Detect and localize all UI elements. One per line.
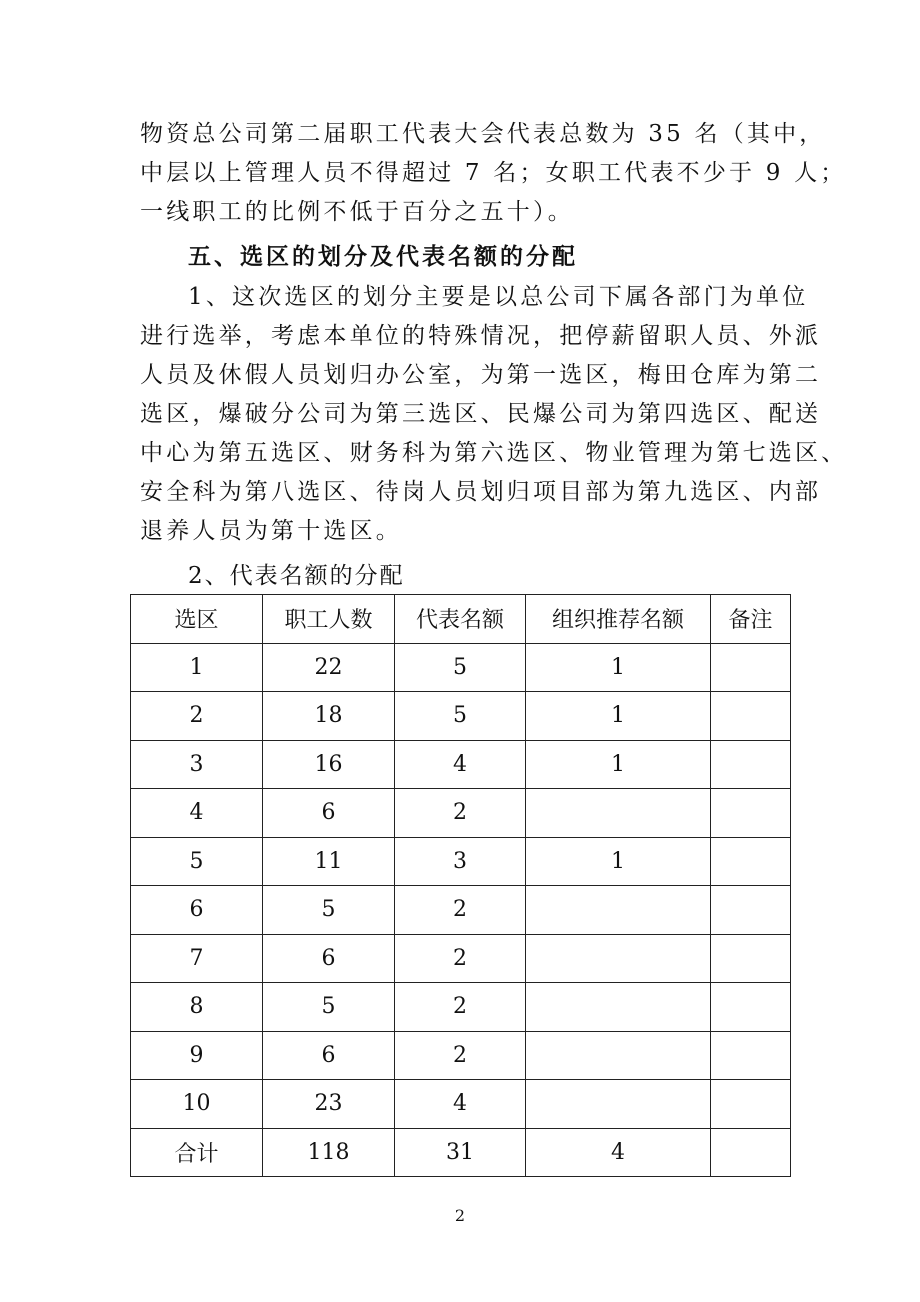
remarks-cell <box>711 983 791 1032</box>
header-delegate-quota: 代表名额 <box>395 595 526 644</box>
recommended-quota-cell: 1 <box>526 740 711 789</box>
remarks-cell <box>711 837 791 886</box>
remarks-cell <box>711 692 791 741</box>
text-line: 人员及休假人员划归办公室，为第一选区，梅田仓库为第二 <box>140 362 822 388</box>
district-cell: 10 <box>131 1080 263 1129</box>
staff-count-cell: 6 <box>263 1031 395 1080</box>
district-cell: 6 <box>131 886 263 935</box>
text-line: 物资总公司第二届职工代表大会代表总数为 35 名（其中， <box>140 121 826 147</box>
district-cell: 2 <box>131 692 263 741</box>
staff-count-cell: 22 <box>263 643 395 692</box>
table-row <box>131 1080 791 1129</box>
district-cell: 3 <box>131 740 263 789</box>
table-row <box>131 837 791 886</box>
staff-count-cell: 18 <box>263 692 395 741</box>
text-line: 中心为第五选区、财务科为第六选区、物业管理为第七选区、 <box>140 440 848 466</box>
delegate-quota-cell: 2 <box>395 886 526 935</box>
total-remarks <box>711 1128 791 1177</box>
remarks-cell <box>711 740 791 789</box>
table-row <box>131 740 791 789</box>
district-cell: 9 <box>131 1031 263 1080</box>
recommended-quota-cell <box>526 934 711 983</box>
staff-count-cell: 6 <box>263 789 395 838</box>
delegate-quota-cell: 5 <box>395 643 526 692</box>
header-staff-count: 职工人数 <box>263 595 395 644</box>
header-remarks: 备注 <box>711 595 791 644</box>
district-cell: 4 <box>131 789 263 838</box>
recommended-quota-cell: 1 <box>526 837 711 886</box>
delegate-quota-cell: 2 <box>395 983 526 1032</box>
staff-count-cell: 5 <box>263 886 395 935</box>
staff-count-cell: 5 <box>263 983 395 1032</box>
table-total-row <box>131 1128 791 1177</box>
remarks-cell <box>711 1031 791 1080</box>
text-line: 中层以上管理人员不得超过 7 名；女职工代表不少于 9 人； <box>140 160 847 186</box>
text-line: 选区，爆破分公司为第三选区、民爆公司为第四选区、配送 <box>140 401 822 427</box>
delegate-quota-cell: 4 <box>395 740 526 789</box>
header-district: 选区 <box>131 595 263 644</box>
delegate-quota-cell: 2 <box>395 934 526 983</box>
recommended-quota-cell <box>526 1031 711 1080</box>
delegate-quota-cell: 3 <box>395 837 526 886</box>
staff-count-cell: 11 <box>263 837 395 886</box>
total-delegates: 31 <box>395 1128 526 1177</box>
total-staff: 118 <box>263 1128 395 1177</box>
table-row <box>131 692 791 741</box>
table-row <box>131 789 791 838</box>
header-recommended-quota: 组织推荐名额 <box>526 595 711 644</box>
district-cell: 8 <box>131 983 263 1032</box>
table-row <box>131 886 791 935</box>
text-line: 安全科为第八选区、待岗人员划归项目部为第九选区、内部 <box>140 479 822 505</box>
table-row <box>131 1031 791 1080</box>
recommended-quota-cell <box>526 789 711 838</box>
recommended-quota-cell <box>526 886 711 935</box>
table-subheading: 2、代表名额的分配 <box>188 563 405 589</box>
recommended-quota-cell <box>526 983 711 1032</box>
district-cell: 1 <box>131 643 263 692</box>
remarks-cell <box>711 934 791 983</box>
table-row <box>131 643 791 692</box>
remarks-cell <box>711 643 791 692</box>
staff-count-cell: 23 <box>263 1080 395 1129</box>
staff-count-cell: 6 <box>263 934 395 983</box>
table-row <box>131 934 791 983</box>
remarks-cell <box>711 886 791 935</box>
delegate-quota-cell: 5 <box>395 692 526 741</box>
total-label: 合计 <box>131 1128 263 1177</box>
staff-count-cell: 16 <box>263 740 395 789</box>
table-row <box>131 983 791 1032</box>
text-line: 退养人员为第十选区。 <box>140 518 402 544</box>
remarks-cell <box>711 1080 791 1129</box>
district-cell: 5 <box>131 837 263 886</box>
total-recommended: 4 <box>526 1128 711 1177</box>
recommended-quota-cell <box>526 1080 711 1129</box>
delegate-quota-cell: 4 <box>395 1080 526 1129</box>
recommended-quota-cell: 1 <box>526 643 711 692</box>
district-cell: 7 <box>131 934 263 983</box>
text-line: 一线职工的比例不低于百分之五十）。 <box>140 199 574 225</box>
text-line: 1、这次选区的划分主要是以总公司下属各部门为单位 <box>188 284 809 310</box>
section-heading: 五、选区的划分及代表名额的分配 <box>188 244 578 270</box>
recommended-quota-cell: 1 <box>526 692 711 741</box>
delegate-quota-cell: 2 <box>395 789 526 838</box>
delegate-quota-cell: 2 <box>395 1031 526 1080</box>
table-header-row <box>131 595 791 644</box>
text-line: 进行选举，考虑本单位的特殊情况，把停薪留职人员、外派 <box>140 323 822 349</box>
page-number: 2 <box>454 1206 466 1225</box>
remarks-cell <box>711 789 791 838</box>
allocation-table <box>130 594 791 1177</box>
